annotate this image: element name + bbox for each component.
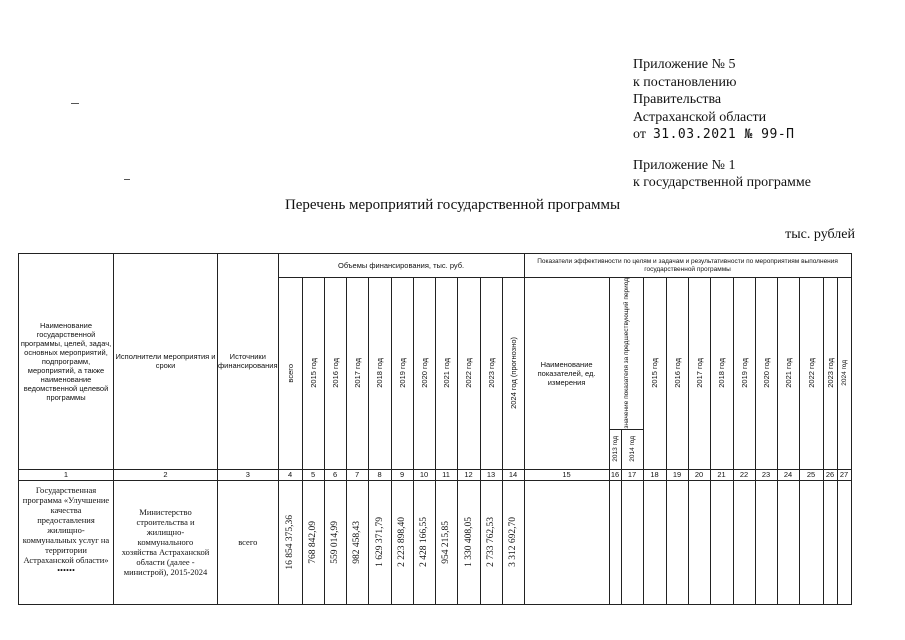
header-prev-2013-label: 2013 год [611, 436, 619, 462]
empty-cell [621, 480, 643, 604]
units-label: тыс. рублей [785, 227, 855, 242]
column-number: 3 [218, 469, 279, 480]
header-ind-year-label: 2023 год [825, 358, 835, 389]
header-name: Наименование государственной программы, целей, задач, основных мероприятий, подпрограмм, мероприятий, а также наименование ведомственной целевой программы [19, 254, 114, 470]
header-ind-year-label: 2016 год [672, 358, 682, 389]
value-year: 982 458,43 [352, 520, 363, 564]
empty-cell [666, 480, 688, 604]
header-year-label: 2017 год [352, 358, 362, 389]
column-number: 16 [610, 470, 620, 480]
header-ind-year [666, 278, 688, 470]
header-ind-year-label: 2017 год [694, 358, 704, 389]
header-year [413, 278, 435, 470]
appendix-line: Астраханской области [633, 109, 767, 125]
header-year-label: 2016 год [330, 358, 340, 389]
header-ind-year-label: 2015 год [650, 358, 660, 389]
header-ind-year [755, 278, 777, 470]
header-ind-year [710, 278, 733, 470]
empty-cell [755, 480, 777, 604]
value-year: 559 014,99 [330, 520, 341, 564]
program-name: Государственная программа «Улучшение качества предоставления жилищно-коммунальных услуг на территории Астраханской области» •••••• [19, 480, 114, 604]
header-year [502, 278, 524, 470]
header-total-label: всего [285, 364, 295, 383]
header-year-label: 2022 год [464, 358, 474, 389]
column-number: 26 [823, 469, 837, 480]
column-number: 15 [524, 469, 609, 480]
column-number: 19 [666, 469, 688, 480]
appendix-line: Правительства [633, 92, 722, 107]
header-year-label: 2021 год [441, 358, 451, 389]
empty-cell [710, 480, 733, 604]
header-year [480, 278, 502, 470]
header-prev-2014-label: 2014 год [628, 436, 636, 462]
column-number: 27 [837, 469, 851, 480]
column-number: 7 [346, 469, 368, 480]
header-prev-2013 [609, 429, 621, 469]
appendix-block [633, 56, 883, 192]
value-year: 1 629 371,79 [374, 517, 385, 568]
value-cell [435, 480, 457, 604]
column-number: 24 [777, 469, 799, 480]
value-year: 3 312 692,70 [508, 517, 519, 568]
column-number: 18 [643, 469, 666, 480]
scan-mark [71, 103, 79, 104]
appendix-line: Приложение № 5 [633, 57, 736, 72]
header-ind-year-label: 2024 год [840, 360, 848, 387]
header-executors: Исполнители мероприятия и сроки [114, 254, 218, 470]
appendix-line: к постановлению [633, 74, 737, 90]
empty-cell [823, 480, 837, 604]
header-ind-year [823, 278, 837, 470]
empty-cell [688, 480, 710, 604]
column-number: 13 [480, 469, 502, 480]
column-number: 8 [368, 469, 391, 480]
header-year [435, 278, 457, 470]
value-cell [302, 480, 324, 604]
header-ind-year-label: 2022 год [806, 358, 816, 389]
scan-mark [124, 179, 130, 180]
header-funding: Объемы финансирования, тыс. руб. [278, 254, 524, 278]
empty-cell [799, 480, 823, 604]
header-prev-period [609, 278, 643, 430]
column-number: 2 [114, 469, 218, 480]
empty-cell [733, 480, 755, 604]
value-cell [368, 480, 391, 604]
header-year [391, 278, 413, 470]
value-cell [480, 480, 502, 604]
header-indicators: Показатели эффективности по целям и задачам и результативности по мероприятиям выполнения государственной программы [524, 254, 851, 278]
column-number: 20 [688, 469, 710, 480]
empty-cell [524, 480, 609, 604]
column-number: 5 [302, 469, 324, 480]
column-number: 9 [391, 469, 413, 480]
value-cell [324, 480, 346, 604]
value-year: 2 733 762,53 [486, 517, 497, 568]
header-ind-year [688, 278, 710, 470]
value-cell [391, 480, 413, 604]
header-year [368, 278, 391, 470]
value-cell [502, 480, 524, 604]
appendix-line: Приложение № 1 [633, 157, 736, 173]
column-number: 1 [19, 469, 114, 480]
value-total: 16 854 375,36 [285, 514, 296, 570]
value-cell [457, 480, 480, 604]
program-source: всего [218, 480, 279, 604]
column-numbers-row [19, 469, 852, 480]
column-number: 10 [413, 469, 435, 480]
header-prev-2014 [621, 429, 643, 469]
header-total [278, 278, 302, 470]
header-ind-year [837, 278, 851, 470]
value-year: 2 223 898,40 [397, 517, 408, 568]
value-cell [346, 480, 368, 604]
column-number: 14 [502, 469, 524, 480]
header-year-label: 2023 год [486, 358, 496, 389]
header-year-label: 2019 год [397, 358, 407, 389]
column-number: 4 [278, 469, 302, 480]
column-number: 22 [733, 469, 755, 480]
header-year [457, 278, 480, 470]
empty-cell [837, 480, 851, 604]
program-table [18, 253, 852, 605]
header-ind-year-label: 2018 год [717, 358, 727, 389]
empty-cell [777, 480, 799, 604]
header-year-label: 2015 год [308, 358, 318, 389]
header-ind-year-label: 2021 год [783, 358, 793, 389]
appendix-line: к государственной программе [633, 175, 811, 190]
column-number: 6 [324, 469, 346, 480]
header-ind-year-label: 2020 год [761, 358, 771, 389]
value-year: 768 842,09 [308, 520, 319, 564]
column-number: 21 [710, 469, 733, 480]
column-number: 12 [457, 469, 480, 480]
page-title: Перечень мероприятий государственной программы [284, 197, 621, 213]
column-number: 23 [755, 469, 777, 480]
header-indicator-name: Наименование показателей, ед. измерения [524, 278, 609, 470]
header-year-label: 2020 год [419, 358, 429, 389]
column-number: 11 [435, 469, 457, 480]
empty-cell [609, 480, 621, 604]
header-ind-year [733, 278, 755, 470]
value-cell [278, 480, 302, 604]
value-year: 954 215,85 [441, 520, 452, 564]
column-number: 17 [621, 469, 643, 480]
empty-cell [643, 480, 666, 604]
header-year-label: 2024 год (прогнозно) [508, 337, 518, 410]
header-ind-year [643, 278, 666, 470]
decree-prefix: от [633, 127, 646, 142]
value-year: 2 428 166,55 [419, 517, 430, 568]
header-ind-year [799, 278, 823, 470]
table-row [19, 480, 852, 604]
header-sources: Источники финансирования [218, 254, 279, 470]
decree-number: 31.03.2021 № 99-П [652, 127, 795, 142]
program-executor: Министерство строительства и жилищно-коммунального хозяйства Астраханской области (далее - министрой), 2015-2024 [114, 480, 218, 604]
header-year [302, 278, 324, 470]
decree-line [633, 126, 883, 144]
header-year-label: 2018 год [375, 358, 385, 389]
column-number: 25 [799, 469, 823, 480]
header-ind-year-label: 2019 год [739, 358, 749, 389]
header-ind-year [777, 278, 799, 470]
header-year [346, 278, 368, 470]
value-cell [413, 480, 435, 604]
header-year [324, 278, 346, 470]
header-prev-period-label: значение показателя за предшествующий период [622, 278, 630, 429]
value-year: 1 330 408,05 [463, 517, 474, 568]
